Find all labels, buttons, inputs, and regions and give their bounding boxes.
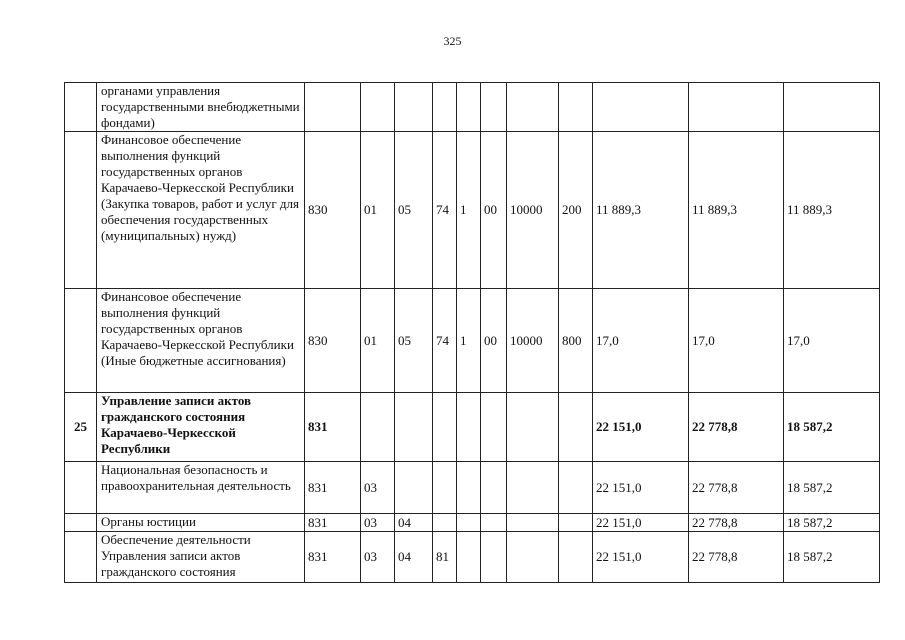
cell-sum-1: 22 151,0	[593, 393, 689, 462]
cell-sum-3: 17,0	[784, 289, 880, 393]
row-name: Национальная безопасность и правоохранительная деятельность	[97, 462, 305, 514]
cell-subprogram	[457, 514, 481, 532]
cell-direction	[481, 393, 507, 462]
cell-sum-3: 11 889,3	[784, 132, 880, 289]
table-row	[65, 514, 880, 532]
cell-direction	[481, 83, 507, 132]
cell-code: 831	[305, 393, 361, 462]
cell-subsection: 04	[395, 514, 433, 532]
cell-direction	[481, 462, 507, 514]
cell-section	[361, 83, 395, 132]
row-index	[65, 132, 97, 289]
cell-sum-2: 17,0	[689, 289, 784, 393]
cell-subprogram	[457, 83, 481, 132]
cell-section: 01	[361, 132, 395, 289]
cell-program: 74	[433, 289, 457, 393]
table-row	[65, 132, 880, 289]
table-row	[65, 532, 880, 583]
cell-subsection: 05	[395, 289, 433, 393]
cell-code: 830	[305, 289, 361, 393]
cell-expense-type	[559, 462, 593, 514]
cell-sum-2: 22 778,8	[689, 532, 784, 583]
cell-section: 03	[361, 532, 395, 583]
cell-sum-2: 11 889,3	[689, 132, 784, 289]
cell-section	[361, 393, 395, 462]
cell-sum-1: 22 151,0	[593, 532, 689, 583]
cell-sum-1: 11 889,3	[593, 132, 689, 289]
cell-expense-type: 200	[559, 132, 593, 289]
cell-sum-3: 18 587,2	[784, 532, 880, 583]
cell-program: 81	[433, 532, 457, 583]
cell-sum-3	[784, 83, 880, 132]
cell-code: 831	[305, 514, 361, 532]
cell-program	[433, 83, 457, 132]
cell-section: 01	[361, 289, 395, 393]
cell-expense-type	[559, 83, 593, 132]
cell-sum-1	[593, 83, 689, 132]
cell-direction: 00	[481, 132, 507, 289]
row-name: Финансовое обеспечение выполнения функций государственных органов Карачаево-Черкесской Республики (Закупка товаров, работ и услуг для обеспечения государственных (муниципальных) нужд)	[97, 132, 305, 289]
cell-subsection: 04	[395, 532, 433, 583]
cell-section: 03	[361, 462, 395, 514]
cell-program	[433, 462, 457, 514]
cell-sum-2: 22 778,8	[689, 514, 784, 532]
cell-expense-type	[559, 514, 593, 532]
cell-code: 831	[305, 532, 361, 583]
row-name: Финансовое обеспечение выполнения функций государственных органов Карачаево-Черкесской Республики (Иные бюджетные ассигнования)	[97, 289, 305, 393]
cell-item	[507, 532, 559, 583]
row-index	[65, 514, 97, 532]
cell-code: 831	[305, 462, 361, 514]
cell-sum-2: 22 778,8	[689, 462, 784, 514]
cell-subsection: 05	[395, 132, 433, 289]
cell-item: 10000	[507, 132, 559, 289]
cell-subprogram	[457, 462, 481, 514]
cell-subprogram: 1	[457, 289, 481, 393]
cell-sum-1: 17,0	[593, 289, 689, 393]
row-index	[65, 462, 97, 514]
cell-subsection	[395, 83, 433, 132]
cell-sum-2: 22 778,8	[689, 393, 784, 462]
cell-item	[507, 393, 559, 462]
cell-item	[507, 462, 559, 514]
cell-subsection	[395, 393, 433, 462]
row-name: Органы юстиции	[97, 514, 305, 532]
cell-sum-1: 22 151,0	[593, 462, 689, 514]
cell-program: 74	[433, 132, 457, 289]
row-name: Управление записи актов гражданского состояния Карачаево-Черкесской Республики	[97, 393, 305, 462]
page-number: 325	[443, 34, 462, 48]
row-index: 25	[65, 393, 97, 462]
cell-sum-3: 18 587,2	[784, 514, 880, 532]
cell-direction: 00	[481, 289, 507, 393]
cell-sum-1: 22 151,0	[593, 514, 689, 532]
budget-table	[64, 82, 880, 583]
cell-subsection	[395, 462, 433, 514]
cell-item: 10000	[507, 289, 559, 393]
cell-sum-3: 18 587,2	[784, 393, 880, 462]
row-name: органами управления государственными внебюджетными фондами)	[97, 83, 305, 132]
row-index	[65, 532, 97, 583]
cell-sum-2	[689, 83, 784, 132]
cell-direction	[481, 532, 507, 583]
cell-code: 830	[305, 132, 361, 289]
cell-expense-type	[559, 532, 593, 583]
table-row	[65, 83, 880, 132]
cell-section: 03	[361, 514, 395, 532]
row-name: Обеспечение деятельности Управления записи актов гражданского состояния	[97, 532, 305, 583]
cell-expense-type: 800	[559, 289, 593, 393]
cell-expense-type	[559, 393, 593, 462]
row-index	[65, 83, 97, 132]
cell-code	[305, 83, 361, 132]
cell-program	[433, 514, 457, 532]
row-index	[65, 289, 97, 393]
table-row	[65, 393, 880, 462]
table-row	[65, 289, 880, 393]
cell-subprogram	[457, 532, 481, 583]
cell-item	[507, 83, 559, 132]
table-row	[65, 462, 880, 514]
cell-item	[507, 514, 559, 532]
cell-subprogram: 1	[457, 132, 481, 289]
cell-direction	[481, 514, 507, 532]
cell-program	[433, 393, 457, 462]
cell-sum-3: 18 587,2	[784, 462, 880, 514]
cell-subprogram	[457, 393, 481, 462]
